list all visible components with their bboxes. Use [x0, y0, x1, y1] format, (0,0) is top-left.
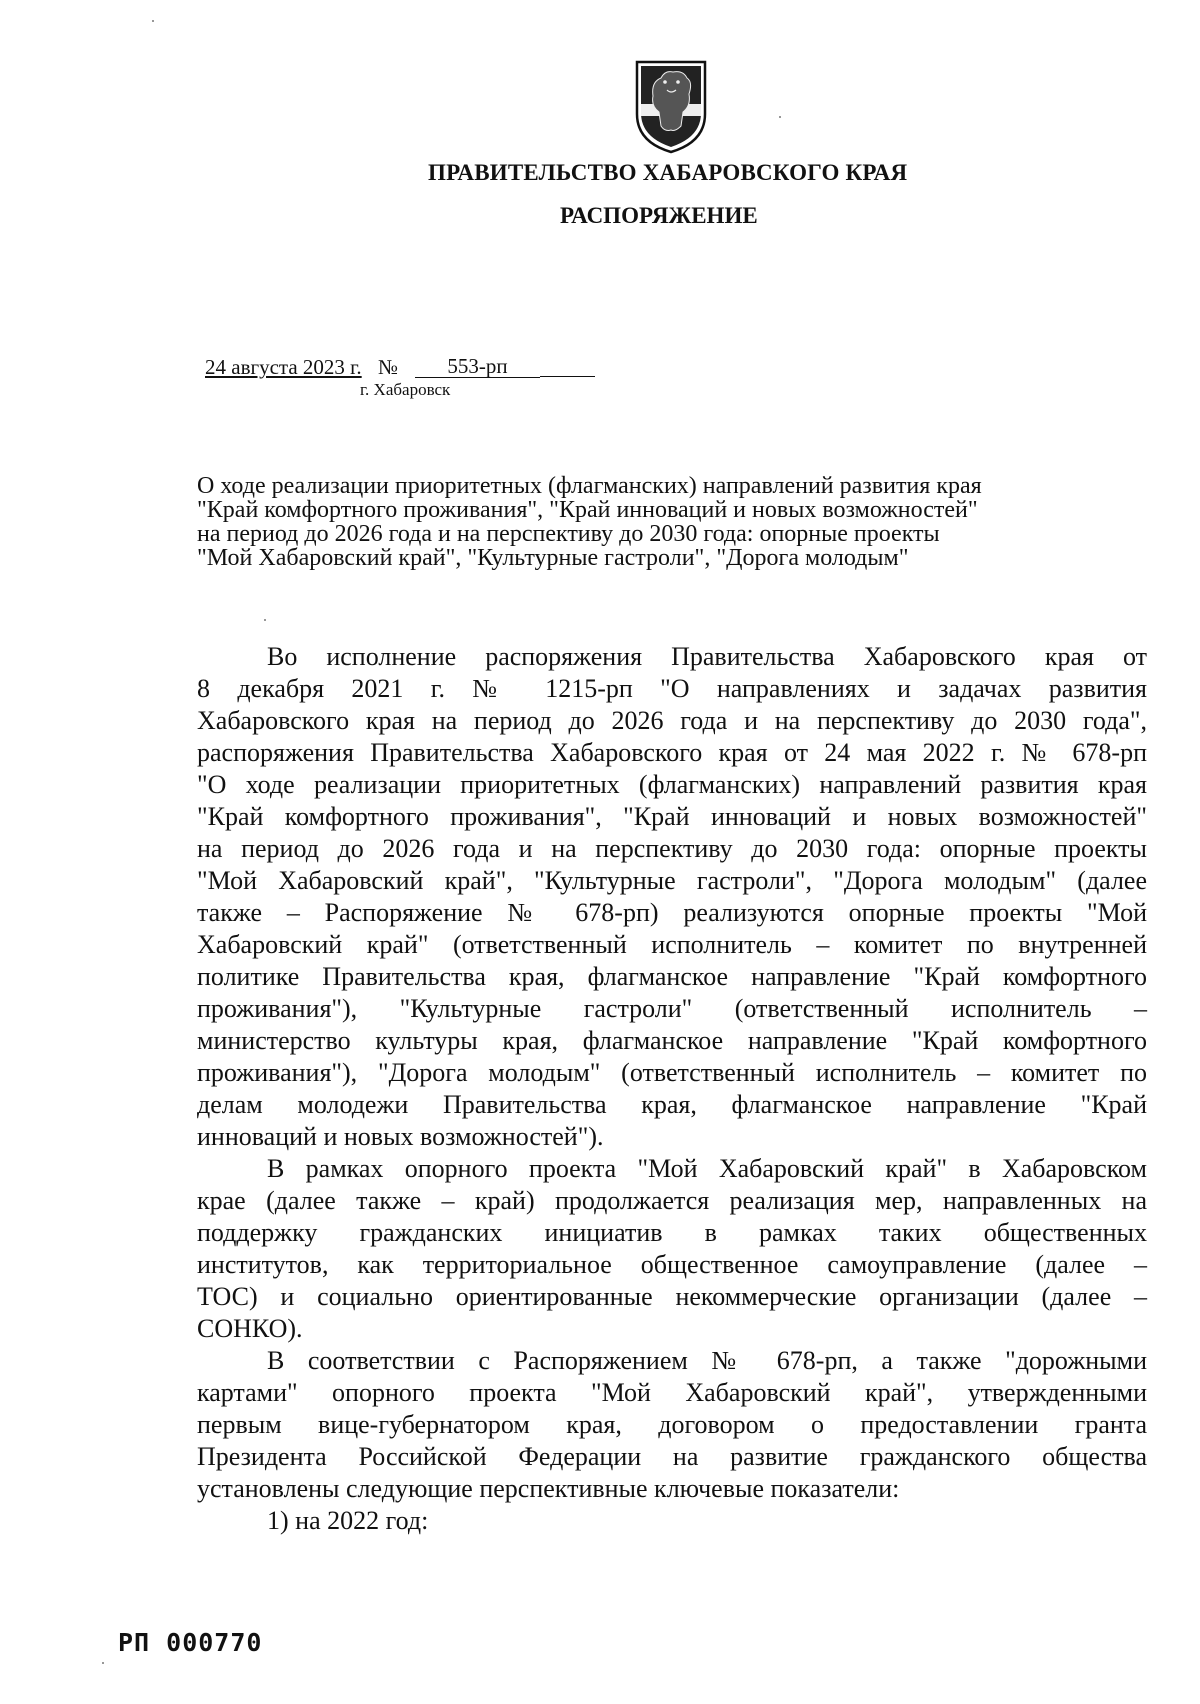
document-type: РАСПОРЯЖЕНИЕ — [560, 203, 758, 228]
body-line: крае (далее также – край) продолжается реализация мер, направленных на — [197, 1186, 1147, 1215]
body-line: министерство культуры края, флагманское направление "Край комфортного — [197, 1026, 1147, 1055]
body-line: распоряжения Правительства Хабаровского края от 24 мая 2022 г. № 678-рп — [197, 738, 1147, 767]
body-line: картами" опорного проекта "Мой Хабаровский край", утвержденными — [197, 1378, 1147, 1407]
scan-speck — [779, 116, 781, 118]
document-subject — [197, 474, 1147, 570]
number-sign: № — [378, 355, 399, 379]
body-line: 8 декабря 2021 г. № 1215-рп "О направлениях и задачах развития — [197, 674, 1147, 703]
form-code: РП 000770 — [118, 1628, 263, 1657]
date-number-line — [205, 355, 645, 379]
body-line: институтов, как территориальное общественное самоуправление (далее – — [197, 1250, 1147, 1279]
body-line: Президента Российской Федерации на развитие гражданского общества — [197, 1442, 1147, 1471]
body-line: "Край комфортного проживания", "Край инноваций и новых возможностей" — [197, 802, 1147, 831]
document-meta — [205, 354, 645, 399]
body-line: ТОС) и социально ориентированные некоммерческие организации (далее – — [197, 1282, 1147, 1311]
body-line: 1) на 2022 год: — [267, 1506, 429, 1535]
body-line: политике Правительства края, флагманское направление "Край комфортного — [197, 962, 1147, 991]
document-date: 24 августа 2023 г. — [205, 355, 362, 379]
scan-speck — [264, 619, 266, 621]
number-underline — [540, 376, 595, 377]
body-line: инноваций и новых возможностей"). — [197, 1122, 604, 1151]
body-line: делам молодежи Правительства края, флагманское направление "Край — [197, 1090, 1147, 1119]
body-line: проживания"), "Дорога молодым" (ответственный исполнитель – комитет по — [197, 1058, 1147, 1087]
subject-line: О ходе реализации приоритетных (флагманских) направлений развития края — [197, 473, 982, 499]
document-body — [197, 641, 1147, 1537]
body-line: В рамках опорного проекта "Мой Хабаровский край" в Хабаровском — [267, 1154, 1147, 1183]
government-title: ПРАВИТЕЛЬСТВО ХАБАРОВСКОГО КРАЯ — [428, 160, 908, 185]
scan-speck — [102, 1662, 104, 1664]
body-line: Хабаровского края на период до 2026 года и на перспективу до 2030 года", — [197, 706, 1147, 735]
body-line: В соответствии с Распоряжением № 678-рп, а также "дорожными — [267, 1346, 1147, 1375]
body-line: Хабаровский край" (ответственный исполнитель – комитет по внутренней — [197, 930, 1147, 959]
body-line: также – Распоряжение № 678-рп) реализуются опорные проекты "Мой — [197, 898, 1147, 927]
body-line: поддержку гражданских инициатив в рамках таких общественных — [197, 1218, 1147, 1247]
subject-line: "Край комфортного проживания", "Край инноваций и новых возможностей" — [197, 497, 978, 523]
body-line: проживания"), "Культурные гастроли" (ответственный исполнитель – — [197, 994, 1147, 1023]
body-line: "О ходе реализации приоритетных (флагманских) направлений развития края — [197, 770, 1147, 799]
document-number: 553-рп — [415, 355, 540, 378]
body-line: Во исполнение распоряжения Правительства Хабаровского края от — [267, 642, 1147, 671]
body-line: СОНКО). — [197, 1314, 303, 1343]
body-line: установлены следующие перспективные ключевые показатели: — [197, 1474, 900, 1503]
scan-speck — [152, 20, 154, 22]
body-line: на период до 2026 года и на перспективу до 2030 года: опорные проекты — [197, 834, 1147, 863]
document-city: г. Хабаровск — [360, 380, 451, 399]
body-line: "Мой Хабаровский край", "Культурные гастроли", "Дорога молодым" (далее — [197, 866, 1147, 895]
subject-line: "Мой Хабаровский край", "Культурные гастроли", "Дорога молодым" — [197, 545, 909, 571]
body-line: первым вице-губернатором края, договором о предоставлении гранта — [197, 1410, 1147, 1439]
subject-line: на период до 2026 года и на перспективу до 2030 года: опорные проекты — [197, 521, 940, 547]
coat-of-arms-icon — [631, 56, 711, 156]
